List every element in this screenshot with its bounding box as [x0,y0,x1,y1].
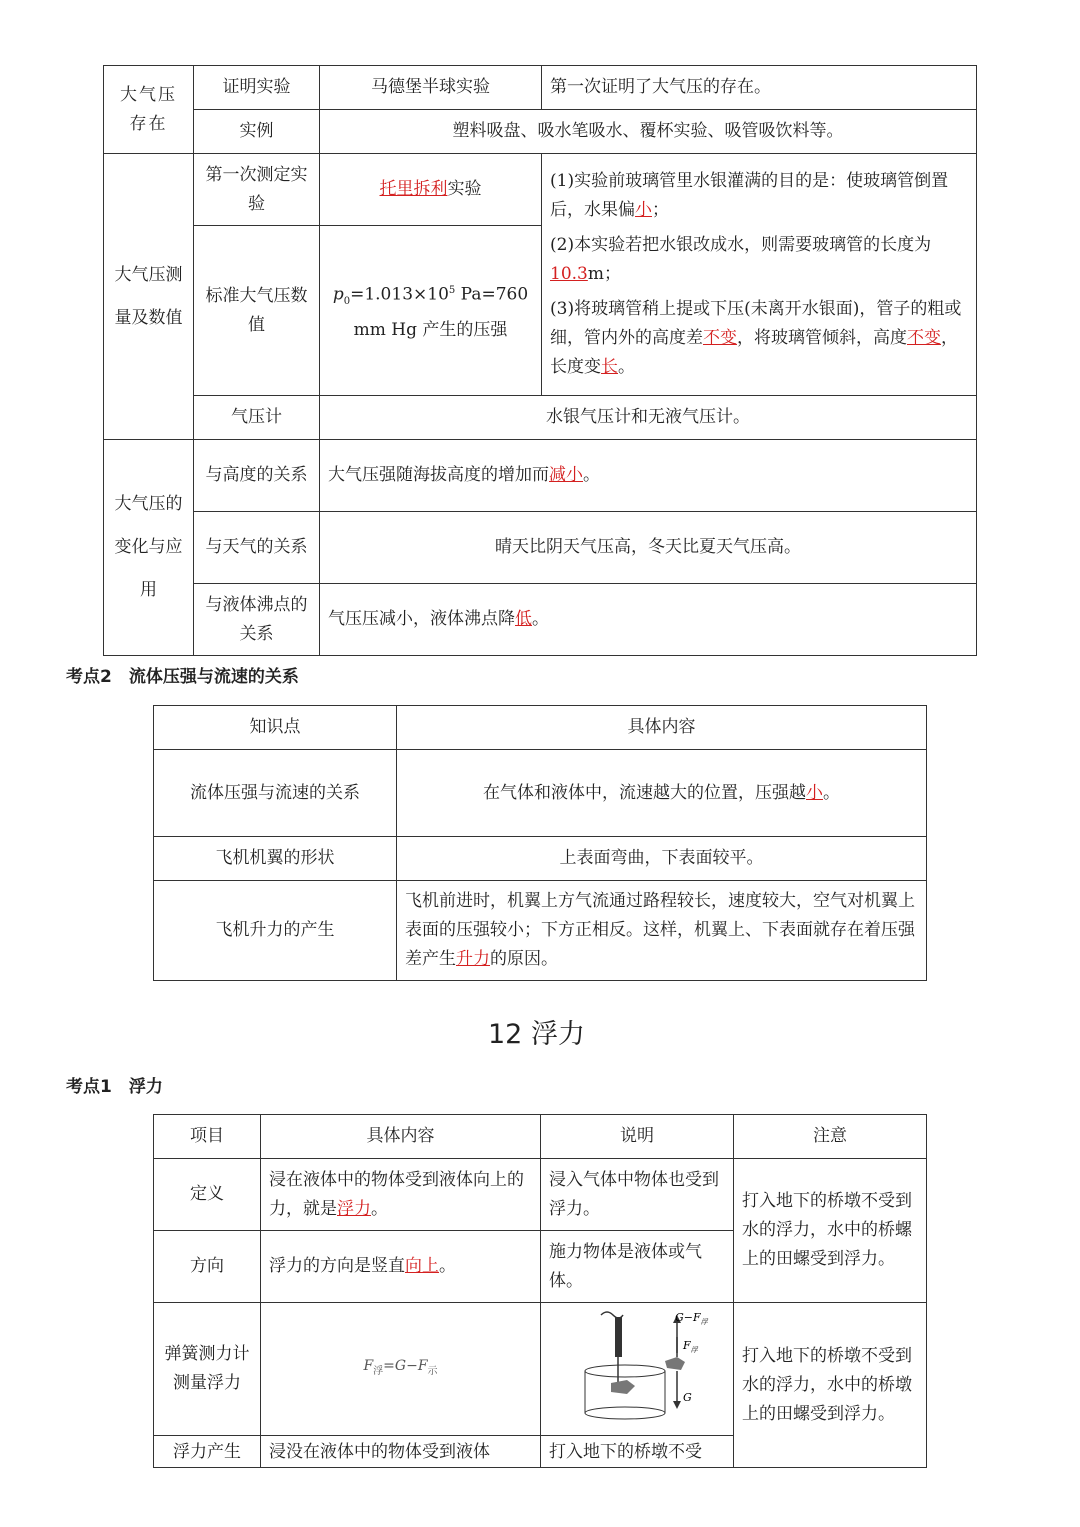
t3-r1-pre: 浸在液体中的物体受到液体向上的力，就是 [269,1169,524,1219]
n1-pre: (1)实验前玻璃管里水银灌满的目的是：使玻璃管倒置后，水果偏 [550,171,949,220]
sub-proof: 证明实验 [194,66,320,110]
t2-v3-pre: 飞机前进时，机翼上方气流通过路程较长，速度较大，空气对机翼上表面的压强较小；下方正相反。这样，机翼上、下表面就存在着压强差产生 [405,891,915,969]
t3-r3-formula [261,1303,541,1436]
t2-v1-post: 。 [823,782,840,803]
t3-r3-warn: 打入地下的桥墩不受到水的浮力，水中的桥墩上的田螺受到浮力。 [734,1303,927,1468]
n1-post: ； [652,200,669,220]
sub-first-measure: 第一次测定实验 [194,154,320,226]
torricelli-notes [542,154,977,396]
suffix: 实验 [447,179,482,199]
t3-r1-post: 。 [371,1198,388,1219]
t2-v1-pre: 在气体和液体中，流速越大的位置，压强越 [483,782,806,803]
eq: =G−F [383,1358,428,1375]
t2-k1: 流体压强与流速的关系 [154,750,397,837]
sub-weather: 与天气的关系 [194,512,320,584]
p-sub: 0 [343,296,351,308]
height-post: 。 [583,465,600,485]
t3-r1-warn: 打入地下的桥墩不受到水的浮力，水中的桥螺上的田螺受到浮力。 [734,1159,927,1303]
buoyancy-table [153,1114,927,1468]
t3-r2-k: 方向 [154,1231,261,1303]
f1: F [363,1358,374,1375]
chapter-title: 12 浮力 [488,1019,585,1050]
cat-existence: 大气压存在 [104,66,194,154]
cat-measure: 大气压测量及数值 [104,154,194,440]
height-ans: 减小 [549,465,583,485]
boil-pre: 气压压减小，液体沸点降 [328,609,515,629]
desc-height [320,440,977,512]
t3-r2-ans: 向上 [405,1256,439,1276]
formula-a: =1.013×10 [350,284,449,305]
fluid-table [153,705,927,981]
label-f-buoy: $F_浮$ [683,1339,698,1354]
desc-weather: 晴天比阴天气压高，冬天比夏天气压高。 [320,512,977,584]
spring-scale-diagram [557,1305,717,1423]
t3-r2-post: 。 [439,1256,456,1276]
t2-v3 [397,881,927,981]
label-g: G [683,1391,692,1404]
f1-sub: 浮 [373,1365,384,1377]
n3-pre: (3)将玻璃管稍上提或下压(未离开水银面)，管子的粗或细，管内外的高度差 [550,299,962,348]
n3-ans3: 长 [601,357,618,377]
formula-exp: 5 [448,284,456,296]
n2-pre: (2)本实验若把水银改成水，则需要玻璃管的长度为 [550,235,932,255]
n3-ans2: 不变 [907,328,941,348]
sub-barometer: 气压计 [194,396,320,440]
t3-r3-k: 弹簧测力计测量浮力 [154,1303,261,1436]
answer-torricelli: 托里拆利 [379,179,448,199]
note-2 [550,231,968,289]
height-pre: 大气压强随海拔高度的增加而 [328,465,549,485]
p-symbol: p [332,284,344,305]
t3-r1-v [261,1159,541,1231]
t3-h3: 说明 [541,1115,734,1159]
n2-ans: 10.3 [550,264,588,284]
n3-post: 。 [618,357,635,377]
n2-post: m； [587,264,621,284]
t3-r1-ans: 浮力 [337,1198,371,1219]
t3-r4-v: 浸没在液体中的物体受到液体 [261,1436,541,1468]
t3-r2-pre: 浮力的方向是竖直 [269,1256,405,1276]
desc-example: 塑料吸盘、吸水笔吸水、覆杯实验、吸管吸饮料等。 [320,110,977,154]
t2-v1 [397,750,927,837]
spring-scale-figure [541,1303,734,1436]
name-torricelli [320,154,542,226]
t3-r2-v [261,1231,541,1303]
t2-v1-ans: 小 [806,782,823,803]
t3-r2-note: 施力物体是液体或气体。 [541,1231,734,1303]
sub-boiling: 与液体沸点的关系 [194,584,320,656]
f2-sub: 示 [427,1365,438,1377]
sub-height: 与高度的关系 [194,440,320,512]
desc-proof: 第一次证明了大气压的存在。 [542,66,977,110]
t2-v3-ans: 升力 [456,949,490,969]
formula-b: Pa=760 mm Hg 产生的压强 [353,284,529,341]
label-g-minus-f: $G-F_浮$ [675,1311,708,1326]
heading-fluid: 考点2 流体压强与流速的关系 [66,667,299,687]
atmosphere-table [103,65,977,656]
n3-ans1: 不变 [703,328,737,348]
desc-boiling [320,584,977,656]
t3-r4-note: 打入地下的桥墩不受 [541,1436,734,1468]
t3-r1-note: 浸入气体中物体也受到浮力。 [541,1159,734,1231]
boil-ans: 低 [515,609,532,629]
cat-change: 大气压的变化与应用 [104,440,194,656]
n1-ans: 小 [635,200,652,220]
t3-h4: 注意 [734,1115,927,1159]
sub-example: 实例 [194,110,320,154]
t3-r1-k: 定义 [154,1159,261,1231]
t2-k3: 飞机升力的产生 [154,881,397,981]
t2-header-point: 知识点 [154,706,397,750]
t3-h2: 具体内容 [261,1115,541,1159]
desc-barometer: 水银气压计和无液气压计。 [320,396,977,440]
note-1 [550,167,968,225]
sub-standard: 标准大气压数值 [194,226,320,396]
note-3 [550,295,968,382]
t2-v3-post: 的原因。 [490,949,558,969]
boil-post: 。 [532,609,549,629]
t3-r4-k: 浮力产生 [154,1436,261,1468]
n3-mid2: ，长度变 [550,328,958,377]
name-magdeburg: 马德堡半球实验 [320,66,542,110]
t2-header-content: 具体内容 [397,706,927,750]
t2-v2: 上表面弯曲，下表面较平。 [397,837,927,881]
heading-buoyancy: 考点1 浮力 [66,1077,163,1097]
n3-mid: ，将玻璃管倾斜，高度 [737,328,907,348]
t3-h1: 项目 [154,1115,261,1159]
standard-formula [320,226,542,396]
t2-k2: 飞机机翼的形状 [154,837,397,881]
